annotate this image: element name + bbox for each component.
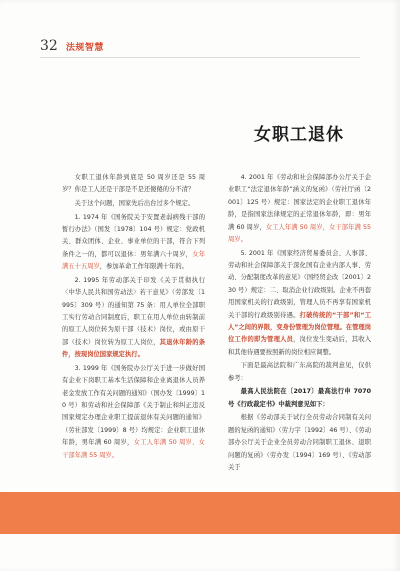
paragraph-1999 (62, 363, 205, 462)
paragraph-text: 1. 1974 年《国务院关于安置老弱病残干部的暂行办法》（国发〔1978〕104 号）规定：党政机关、群众团体、企业、事业单位的干部，符合下列条件之一的，都可以退休：男年满六十周岁， (62, 213, 205, 258)
page-header (40, 38, 104, 54)
paragraph-text: ，岗位发生变动后，其收入和其他待遇要按照新的岗位相应调整。 (228, 336, 372, 356)
paragraph-2001-a (228, 172, 371, 246)
left-column (62, 172, 205, 463)
footer-accent-band (0, 492, 400, 534)
paragraph-text: 最高人民法院在〔2017〕最高法行申 7070 号《行政裁定书》中裁判意见如下： (228, 388, 371, 408)
highlight-text: 其退休年龄的条件，按现岗位国家规定执行。 (62, 338, 206, 359)
paragraph-text: 5. 2001 年《国家经济贸易委员会、人事部、劳动和社会保障部关于深化国有企业内部人事、劳动、分配制度改革的意见》（国经贸企改〔2001〕230 号）规定：二、取消企业行政级别。企业不再套用国家机关的行政级别，管理人员不再享有国家机关干部的行政级别待遇。 (228, 249, 371, 319)
court-opinion-heading (228, 386, 371, 411)
paragraph-text: 关于这个问题，国家先后出台过多个规定。 (74, 200, 195, 207)
paragraph (228, 360, 371, 385)
highlight-text: 打破传统的“干部”和“工人”之间的界限，变身份管理为岗位管理。在管理岗位工作的即为管理人员 (228, 311, 372, 344)
paragraph-text: 4. 2001 年《劳动和社会保障部办公厅关于企业职工“法定退休年龄”涵义的复函》（劳社厅函〔2001〕125 号）规定：国家法定的企业职工退休年龄，是指国家法律规定的正常退休年龄，即：男年满 60 周岁， (228, 174, 371, 231)
intro-paragraph (62, 172, 205, 197)
paragraph-1974 (62, 212, 205, 274)
highlight-text: 女工人年满 50 周岁、女干部年满 55 周岁。 (62, 439, 205, 459)
paragraph-text: 3. 1999 年《国务院办公厅关于进一步做好国有企业下岗职工基本生活保障和企业离退休人员养老金发放工作有关问题的通知》（国办发〔1999〕10 号）和劳动和社会保障部《关于制止和纠正违反国家规定办理企业职工提前退休有关问题的通知》（劳社部发〔1999〕8 号）均规定：企业职工退休年龄，男年满 60 周岁， (62, 364, 205, 447)
paragraph-2001-b (228, 248, 371, 360)
paragraph (62, 198, 205, 210)
paragraph-text: 2. 1995 年劳动部关于印发《关于贯彻执行〈中华人民共和国劳动法〉若干意见》（劳部发〔1995〕309 号）的通知第 75 条：用人单位全部职工实行劳动合同制度后，职工在用人单位由转制前的原工人岗位转为原干部（技术）岗位，或由原干部（技术）岗位转为原工人岗位， (62, 276, 205, 346)
highlight-text: 女工人年满 50 周岁，女干部年满 55 周岁。 (228, 223, 371, 244)
paragraph-text: 下面是最高法院和广东高院的裁判意见，仅供参考： (228, 362, 371, 382)
section-logo: 法规智慧 (65, 43, 104, 53)
paragraph-text: ，参加革命工作年限满十年的。 (99, 263, 188, 271)
header-divider (40, 57, 360, 58)
paragraph-1995 (62, 275, 205, 362)
page-number: 32 (40, 38, 58, 54)
right-column (228, 172, 371, 476)
highlight-text: 女年满五十五周岁 (62, 250, 206, 271)
paragraph-text: 根据《劳动部关于试行全员劳动合同制有关问题的复函的通知》（劳力字〔1992〕46 号）、《劳动部办公厅关于企业全员劳动合同制职工退休、退职问题的复函》（劳办发〔1994〕169 号）、《劳动部关于 (228, 414, 371, 472)
article-title: 女职工退休 (254, 125, 344, 145)
intro-text: 女职工退休年龄到底是 50 周岁还是 55 周岁？你是工人还是干部是不是还傻傻的分不清？ (62, 174, 205, 194)
paragraph (228, 412, 371, 474)
